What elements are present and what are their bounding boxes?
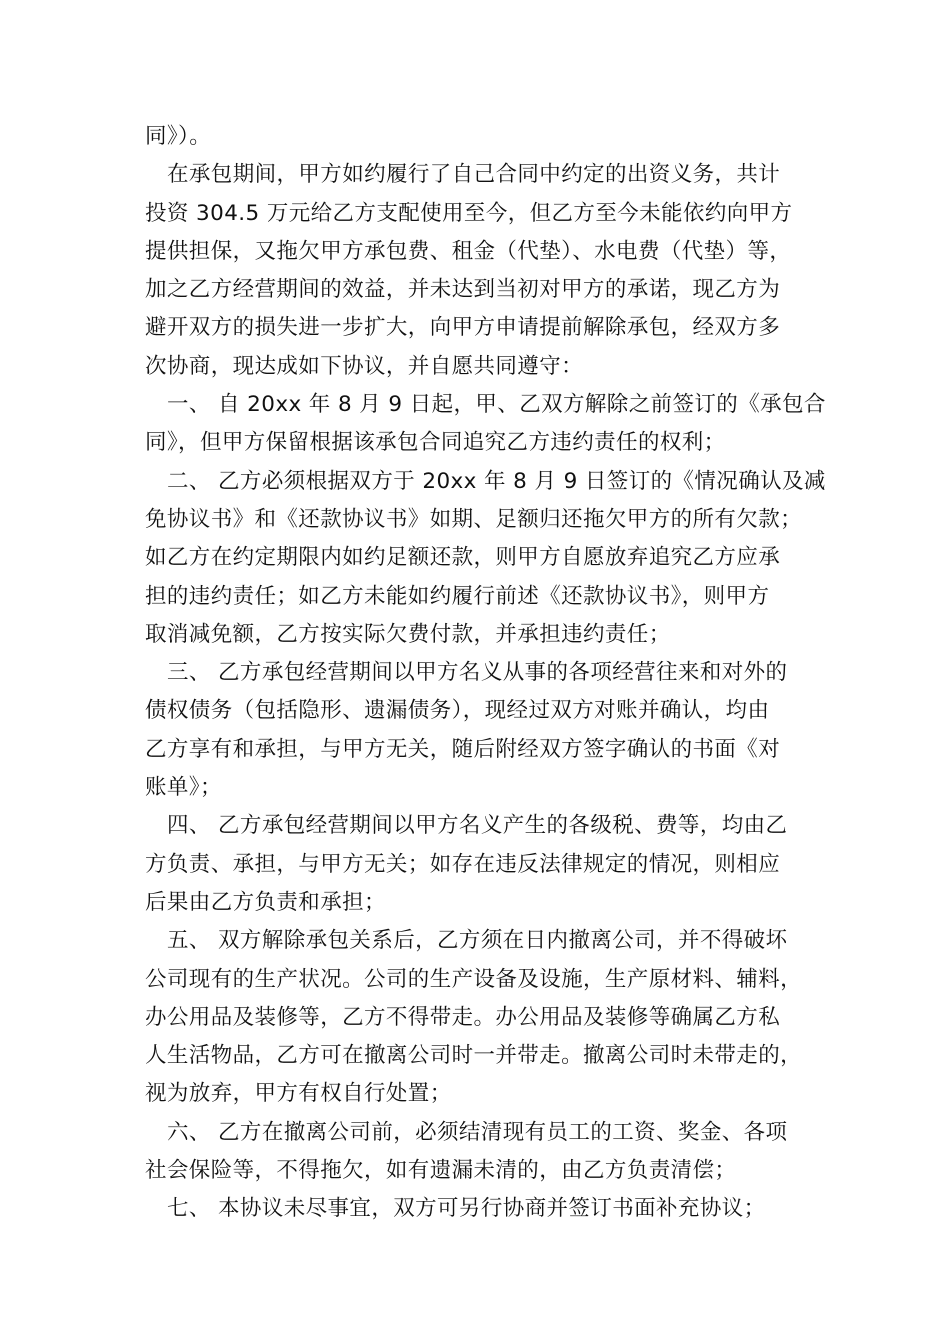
document-body: [145, 118, 950, 1229]
text-line: 七、 本协议未尽事宜，双方可另行协商并签订书面补充协议；: [167, 1196, 766, 1222]
text-line: 六、 乙方在撤离公司前，必须结清现有员工的工资、奖金、各项: [167, 1119, 788, 1145]
text-line: 四、 乙方承包经营期间以甲方名义产生的各级税、费等，均由乙: [167, 813, 788, 839]
text-line: 担的违约责任；如乙方未能如约履行前述《还款协议书》，则甲方: [145, 583, 770, 609]
text-line: 乙方享有和承担，与甲方无关，随后附经双方签字确认的书面《对: [145, 736, 781, 762]
text-line: 二、 乙方必须根据双方于 20xx 年 8 月 9 日签订的《情况确认及减: [167, 468, 826, 494]
text-line: 后果由乙方负责和承担；: [145, 889, 386, 915]
text-line: 取消减免额，乙方按实际欠费付款，并承担违约责任；: [145, 621, 671, 647]
text-line: 公司现有的生产状况。公司的生产设备及设施，生产原材料、辅料，: [145, 966, 803, 992]
text-line: 社会保险等，不得拖欠，如有遗漏未清的，由乙方负责清偿；: [145, 1158, 737, 1184]
text-line: 办公用品及装修等，乙方不得带走。办公用品及装修等确属乙方私: [145, 1004, 781, 1030]
text-line: 次协商，现达成如下协议，并自愿共同遵守：: [145, 353, 584, 379]
text-line: 在承包期间，甲方如约履行了自己合同中约定的出资义务，共计: [167, 162, 781, 188]
text-line: 提供担保，又拖欠甲方承包费、租金（代垫）、水电费（代垫）等，: [145, 238, 792, 264]
text-line: 如乙方在约定期限内如约足额还款，则甲方自愿放弃追究乙方应承: [145, 545, 781, 571]
text-line: 债权债务（包括隐形、遗漏债务），现经过双方对账并确认，均由: [145, 698, 770, 724]
text-line: 避开双方的损失进一步扩大，向甲方申请提前解除承包，经双方多: [145, 315, 781, 341]
text-line: 一、 自 20xx 年 8 月 9 日起，甲、乙双方解除之前签订的《承包合: [167, 392, 826, 418]
text-line: 同》）。: [145, 124, 212, 149]
text-line: 视为放弃，甲方有权自行处置；: [145, 1081, 452, 1107]
text-line: 同》，但甲方保留根据该承包合同追究乙方违约责任的权利；: [145, 430, 726, 456]
text-line: 免协议书》和《还款协议书》如期、足额归还拖欠甲方的所有欠款；: [145, 506, 803, 532]
text-line: 加之乙方经营期间的效益，并未达到当初对甲方的承诺，现乙方为: [145, 277, 781, 303]
text-line: 人生活物品，乙方可在撤离公司时一并带走。撤离公司时未带走的，: [145, 1043, 803, 1069]
text-line: 投资 304.5 万元给乙方支配使用至今，但乙方至今未能依约向甲方: [145, 200, 793, 226]
text-line: 三、 乙方承包经营期间以甲方名义从事的各项经营往来和对外的: [167, 660, 788, 686]
text-line: 方负责、承担，与甲方无关；如存在违反法律规定的情况，则相应: [145, 851, 781, 877]
text-line: 五、 双方解除承包关系后，乙方须在日内撤离公司，并不得破坏: [167, 928, 788, 954]
text-line: 账单》；: [145, 775, 222, 801]
